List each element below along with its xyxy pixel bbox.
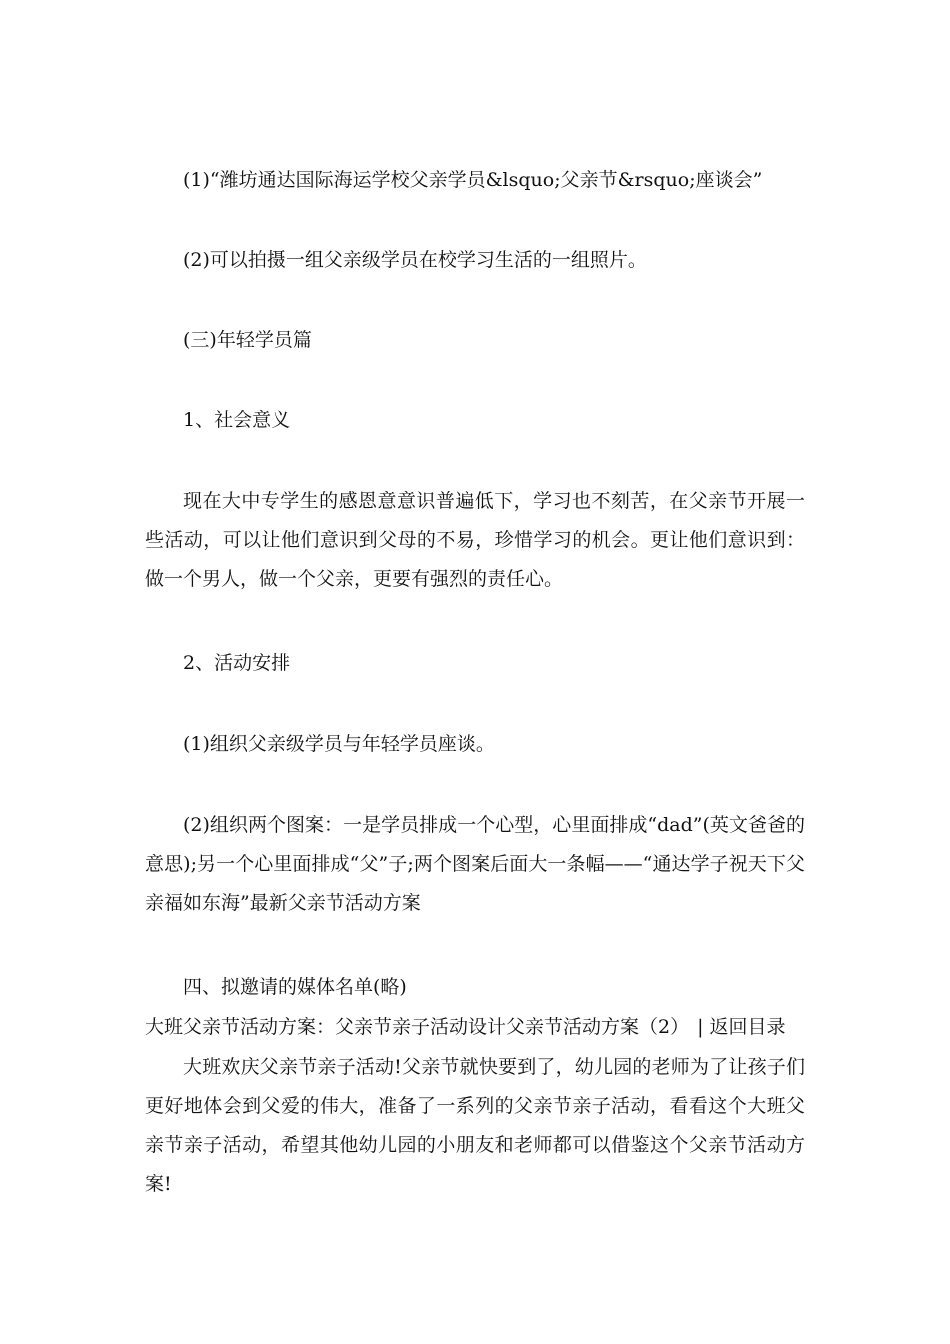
item-forum-activity: (1)组织父亲级学员与年轻学员座谈。	[183, 733, 495, 755]
section-heading-media-list: 四、拟邀请的媒体名单(略)	[183, 976, 407, 998]
title-separator: |	[697, 1016, 704, 1038]
section-title-row	[145, 1012, 805, 1042]
paragraph-kindergarten-activity: 大班欢庆父亲节亲子活动!父亲节就快要到了，幼儿园的老师为了让孩子们更好地体会到父爱的伟大，准备了一系列的父亲节亲子活动，看看这个大班父亲节亲子活动，希望其他幼儿园的小朋友和老师都可以借鉴这个父亲节活动方案!	[145, 1056, 805, 1195]
item-forum-title: (1)“潍坊通达国际海运学校父亲学员&lsquo;父亲节&rsquo;座谈会”	[183, 169, 763, 191]
item-photo-plan: (2)可以拍摄一组父亲级学员在校学习生活的一组照片。	[183, 249, 647, 271]
section-title: 大班父亲节活动方案：父亲节亲子活动设计父亲节活动方案（2）	[145, 1016, 690, 1038]
subheading-activity-arrangement: 2、活动安排	[183, 652, 291, 674]
section-heading-young-students: (三)年轻学员篇	[183, 329, 312, 351]
subheading-social-meaning: 1、社会意义	[183, 409, 291, 431]
back-to-contents-link[interactable]: 返回目录	[709, 1016, 786, 1038]
paragraph-social-meaning: 现在大中专学生的感恩意意识普遍低下，学习也不刻苦，在父亲节开展一些活动，可以让他们意识到父母的不易，珍惜学习的机会。更让他们意识到：做一个男人，做一个父亲，更要有强烈的责任心。	[145, 490, 805, 590]
paragraph-pattern-activity: (2)组织两个图案：一是学员排成一个心型，心里面排成“dad”(英文爸爸的意思);另一个心里面排成“父”子;两个图案后面大一条幅——“通达学子祝天下父亲福如东海”最新父亲节活动方案	[145, 814, 805, 914]
